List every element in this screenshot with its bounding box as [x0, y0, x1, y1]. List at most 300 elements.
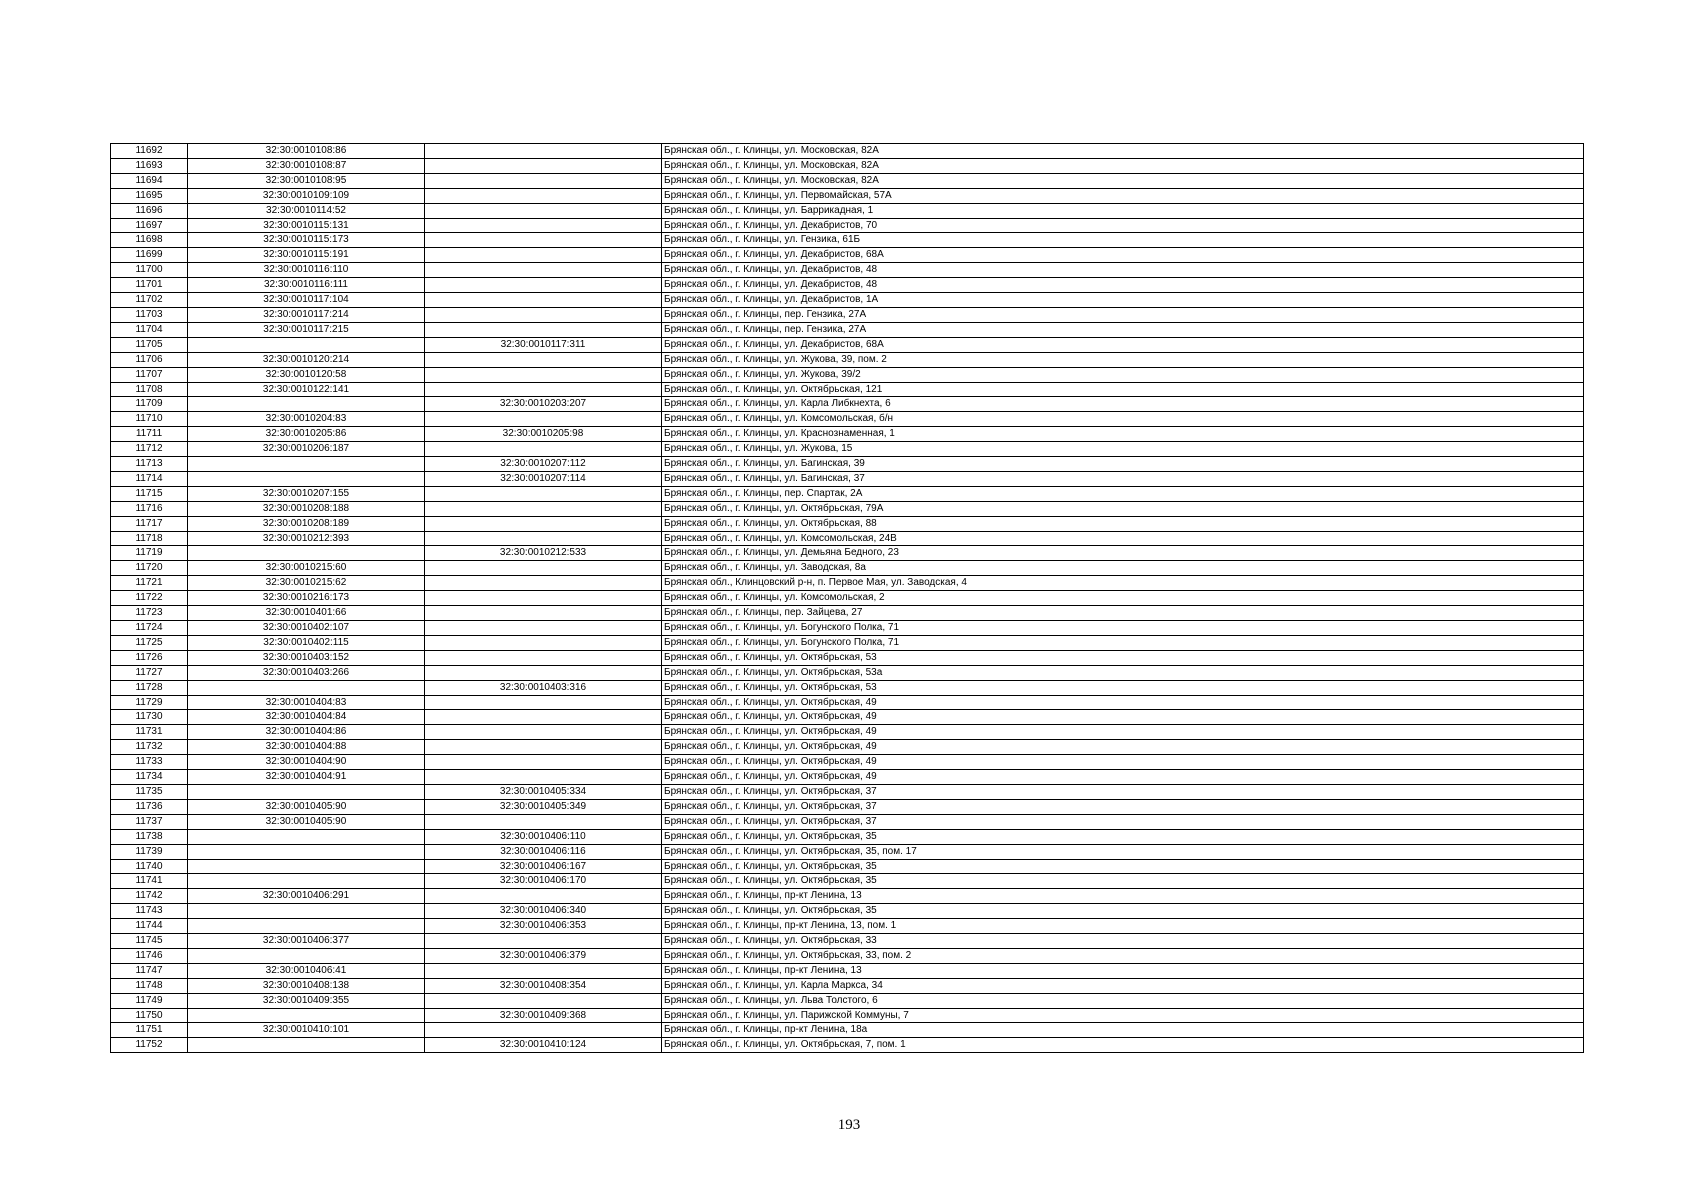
cadastral-number-cell	[188, 471, 425, 486]
related-cadastral-number-cell	[425, 934, 662, 949]
address-cell: Брянская обл., г. Клинцы, ул. Октябрьская, 33, пом. 2	[662, 948, 1584, 963]
row-number-cell: 11751	[111, 1023, 188, 1038]
row-number-cell: 11700	[111, 263, 188, 278]
related-cadastral-number-cell	[425, 770, 662, 785]
cadastral-number-cell	[188, 844, 425, 859]
row-number-cell: 11737	[111, 814, 188, 829]
registry-table	[110, 143, 1584, 1053]
cadastral-number-cell	[188, 457, 425, 472]
related-cadastral-number-cell: 32:30:0010212:533	[425, 546, 662, 561]
cadastral-number-cell	[188, 1038, 425, 1053]
cadastral-number-cell: 32:30:0010117:104	[188, 293, 425, 308]
table-row	[111, 516, 1584, 531]
related-cadastral-number-cell	[425, 486, 662, 501]
row-number-cell: 11747	[111, 963, 188, 978]
row-number-cell: 11702	[111, 293, 188, 308]
related-cadastral-number-cell	[425, 307, 662, 322]
related-cadastral-number-cell	[425, 650, 662, 665]
cadastral-number-cell	[188, 859, 425, 874]
address-cell: Брянская обл., г. Клинцы, ул. Заводская, 8а	[662, 561, 1584, 576]
row-number-cell: 11726	[111, 650, 188, 665]
related-cadastral-number-cell: 32:30:0010207:112	[425, 457, 662, 472]
address-cell: Брянская обл., г. Клинцы, ул. Октябрьская, 49	[662, 740, 1584, 755]
related-cadastral-number-cell: 32:30:0010205:98	[425, 427, 662, 442]
address-cell: Брянская обл., г. Клинцы, пр-кт Ленина, 18а	[662, 1023, 1584, 1038]
table-row	[111, 203, 1584, 218]
cadastral-number-cell: 32:30:0010208:188	[188, 501, 425, 516]
related-cadastral-number-cell	[425, 695, 662, 710]
table-row	[111, 889, 1584, 904]
cadastral-number-cell: 32:30:0010115:191	[188, 248, 425, 263]
row-number-cell: 11703	[111, 307, 188, 322]
address-cell: Брянская обл., г. Клинцы, ул. Демьяна Бедного, 23	[662, 546, 1584, 561]
address-cell: Брянская обл., г. Клинцы, ул. Декабристов, 70	[662, 218, 1584, 233]
related-cadastral-number-cell: 32:30:0010405:349	[425, 799, 662, 814]
row-number-cell: 11693	[111, 158, 188, 173]
row-number-cell: 11722	[111, 591, 188, 606]
table-row	[111, 337, 1584, 352]
related-cadastral-number-cell	[425, 621, 662, 636]
row-number-cell: 11738	[111, 829, 188, 844]
related-cadastral-number-cell	[425, 158, 662, 173]
table-row	[111, 978, 1584, 993]
cadastral-number-cell: 32:30:0010115:173	[188, 233, 425, 248]
table-row	[111, 278, 1584, 293]
related-cadastral-number-cell	[425, 248, 662, 263]
address-cell: Брянская обл., г. Клинцы, ул. Краснознаменная, 1	[662, 427, 1584, 442]
table-row	[111, 501, 1584, 516]
table-row	[111, 710, 1584, 725]
address-cell: Брянская обл., г. Клинцы, ул. Октябрьская, 37	[662, 799, 1584, 814]
table-row	[111, 442, 1584, 457]
table-row	[111, 322, 1584, 337]
table-row	[111, 635, 1584, 650]
table-row	[111, 799, 1584, 814]
address-cell: Брянская обл., г. Клинцы, ул. Октябрьская, 49	[662, 695, 1584, 710]
related-cadastral-number-cell	[425, 561, 662, 576]
table-row	[111, 188, 1584, 203]
row-number-cell: 11724	[111, 621, 188, 636]
table-row	[111, 1038, 1584, 1053]
table-row	[111, 859, 1584, 874]
table-row	[111, 755, 1584, 770]
address-cell: Брянская обл., г. Клинцы, пер. Гензика, 27А	[662, 307, 1584, 322]
table-row	[111, 367, 1584, 382]
address-cell: Брянская обл., г. Клинцы, ул. Московская, 82А	[662, 173, 1584, 188]
row-number-cell: 11701	[111, 278, 188, 293]
table-row	[111, 218, 1584, 233]
related-cadastral-number-cell	[425, 352, 662, 367]
row-number-cell: 11719	[111, 546, 188, 561]
cadastral-number-cell: 32:30:0010215:62	[188, 576, 425, 591]
address-cell: Брянская обл., г. Клинцы, ул. Жукова, 15	[662, 442, 1584, 457]
address-cell: Брянская обл., г. Клинцы, ул. Декабристов, 48	[662, 263, 1584, 278]
row-number-cell: 11750	[111, 1008, 188, 1023]
row-number-cell: 11721	[111, 576, 188, 591]
related-cadastral-number-cell	[425, 278, 662, 293]
cadastral-number-cell	[188, 397, 425, 412]
row-number-cell: 11718	[111, 531, 188, 546]
related-cadastral-number-cell	[425, 382, 662, 397]
address-cell: Брянская обл., г. Клинцы, ул. Комсомольская, 24В	[662, 531, 1584, 546]
row-number-cell: 11712	[111, 442, 188, 457]
table-row	[111, 829, 1584, 844]
row-number-cell: 11733	[111, 755, 188, 770]
row-number-cell: 11695	[111, 188, 188, 203]
table-row	[111, 307, 1584, 322]
cadastral-number-cell: 32:30:0010404:86	[188, 725, 425, 740]
row-number-cell: 11749	[111, 993, 188, 1008]
table-row	[111, 919, 1584, 934]
related-cadastral-number-cell: 32:30:0010409:368	[425, 1008, 662, 1023]
cadastral-number-cell: 32:30:0010115:131	[188, 218, 425, 233]
cadastral-number-cell: 32:30:0010402:115	[188, 635, 425, 650]
related-cadastral-number-cell	[425, 218, 662, 233]
cadastral-number-cell: 32:30:0010117:215	[188, 322, 425, 337]
cadastral-number-cell: 32:30:0010402:107	[188, 621, 425, 636]
related-cadastral-number-cell	[425, 710, 662, 725]
table-row	[111, 248, 1584, 263]
row-number-cell: 11740	[111, 859, 188, 874]
table-row	[111, 397, 1584, 412]
cadastral-number-cell: 32:30:0010408:138	[188, 978, 425, 993]
row-number-cell: 11717	[111, 516, 188, 531]
table-row	[111, 233, 1584, 248]
cadastral-number-cell: 32:30:0010405:90	[188, 799, 425, 814]
address-cell: Брянская обл., г. Клинцы, пер. Гензика, 27А	[662, 322, 1584, 337]
row-number-cell: 11748	[111, 978, 188, 993]
address-cell: Брянская обл., г. Клинцы, ул. Баррикадная, 1	[662, 203, 1584, 218]
cadastral-number-cell: 32:30:0010207:155	[188, 486, 425, 501]
address-cell: Брянская обл., г. Клинцы, ул. Льва Толстого, 6	[662, 993, 1584, 1008]
related-cadastral-number-cell: 32:30:0010203:207	[425, 397, 662, 412]
row-number-cell: 11739	[111, 844, 188, 859]
address-cell: Брянская обл., г. Клинцы, ул. Октябрьская, 7, пом. 1	[662, 1038, 1584, 1053]
related-cadastral-number-cell	[425, 963, 662, 978]
related-cadastral-number-cell	[425, 144, 662, 159]
table-row	[111, 352, 1584, 367]
cadastral-number-cell: 32:30:0010108:87	[188, 158, 425, 173]
table-row	[111, 412, 1584, 427]
related-cadastral-number-cell	[425, 173, 662, 188]
cadastral-number-cell: 32:30:0010406:291	[188, 889, 425, 904]
row-number-cell: 11716	[111, 501, 188, 516]
table-row	[111, 993, 1584, 1008]
cadastral-number-cell: 32:30:0010403:266	[188, 665, 425, 680]
table-row	[111, 725, 1584, 740]
address-cell: Брянская обл., г. Клинцы, пр-кт Ленина, 13	[662, 889, 1584, 904]
row-number-cell: 11723	[111, 606, 188, 621]
table-row	[111, 561, 1584, 576]
cadastral-number-cell: 32:30:0010404:84	[188, 710, 425, 725]
cadastral-number-cell: 32:30:0010216:173	[188, 591, 425, 606]
address-cell: Брянская обл., г. Клинцы, ул. Гензика, 61Б	[662, 233, 1584, 248]
address-cell: Брянская обл., г. Клинцы, ул. Парижской Коммуны, 7	[662, 1008, 1584, 1023]
cadastral-number-cell: 32:30:0010406:377	[188, 934, 425, 949]
address-cell: Брянская обл., г. Клинцы, ул. Октябрьская, 35	[662, 874, 1584, 889]
table-row	[111, 695, 1584, 710]
address-cell: Брянская обл., г. Клинцы, ул. Комсомольская, 2	[662, 591, 1584, 606]
cadastral-number-cell: 32:30:0010109:109	[188, 188, 425, 203]
address-cell: Брянская обл., г. Клинцы, ул. Багинская, 39	[662, 457, 1584, 472]
related-cadastral-number-cell	[425, 233, 662, 248]
related-cadastral-number-cell: 32:30:0010406:353	[425, 919, 662, 934]
row-number-cell: 11720	[111, 561, 188, 576]
related-cadastral-number-cell	[425, 606, 662, 621]
row-number-cell: 11741	[111, 874, 188, 889]
table-row	[111, 844, 1584, 859]
address-cell: Брянская обл., г. Клинцы, ул. Октябрьская, 35, пом. 17	[662, 844, 1584, 859]
related-cadastral-number-cell: 32:30:0010406:170	[425, 874, 662, 889]
cadastral-number-cell: 32:30:0010120:214	[188, 352, 425, 367]
address-cell: Брянская обл., г. Клинцы, ул. Октябрьская, 49	[662, 710, 1584, 725]
table-row	[111, 770, 1584, 785]
cadastral-number-cell: 32:30:0010108:86	[188, 144, 425, 159]
address-cell: Брянская обл., г. Клинцы, ул. Октябрьская, 35	[662, 859, 1584, 874]
related-cadastral-number-cell	[425, 501, 662, 516]
address-cell: Брянская обл., г. Клинцы, ул. Богунского Полка, 71	[662, 621, 1584, 636]
related-cadastral-number-cell	[425, 263, 662, 278]
address-cell: Брянская обл., г. Клинцы, ул. Октябрьская, 37	[662, 784, 1584, 799]
address-cell: Брянская обл., г. Клинцы, ул. Октябрьская, 79А	[662, 501, 1584, 516]
row-number-cell: 11708	[111, 382, 188, 397]
cadastral-number-cell: 32:30:0010409:355	[188, 993, 425, 1008]
table-row	[111, 576, 1584, 591]
cadastral-number-cell: 32:30:0010406:41	[188, 963, 425, 978]
address-cell: Брянская обл., г. Клинцы, пер. Спартак, 2А	[662, 486, 1584, 501]
row-number-cell: 11706	[111, 352, 188, 367]
registry-table-body	[111, 144, 1584, 1053]
table-row	[111, 1008, 1584, 1023]
cadastral-number-cell	[188, 784, 425, 799]
row-number-cell: 11736	[111, 799, 188, 814]
cadastral-number-cell: 32:30:0010114:52	[188, 203, 425, 218]
address-cell: Брянская обл., г. Клинцы, ул. Октябрьская, 49	[662, 755, 1584, 770]
related-cadastral-number-cell: 32:30:0010405:334	[425, 784, 662, 799]
row-number-cell: 11730	[111, 710, 188, 725]
table-row	[111, 293, 1584, 308]
related-cadastral-number-cell	[425, 203, 662, 218]
address-cell: Брянская обл., г. Клинцы, ул. Комсомольская, б/н	[662, 412, 1584, 427]
cadastral-number-cell	[188, 919, 425, 934]
row-number-cell: 11743	[111, 904, 188, 919]
table-row	[111, 948, 1584, 963]
address-cell: Брянская обл., г. Клинцы, ул. Декабристов, 68А	[662, 337, 1584, 352]
address-cell: Брянская обл., г. Клинцы, ул. Карла Маркса, 34	[662, 978, 1584, 993]
row-number-cell: 11715	[111, 486, 188, 501]
cadastral-number-cell	[188, 680, 425, 695]
cadastral-number-cell: 32:30:0010116:111	[188, 278, 425, 293]
cadastral-number-cell: 32:30:0010404:83	[188, 695, 425, 710]
table-row	[111, 665, 1584, 680]
row-number-cell: 11694	[111, 173, 188, 188]
table-row	[111, 427, 1584, 442]
address-cell: Брянская обл., г. Клинцы, ул. Октябрьская, 49	[662, 725, 1584, 740]
row-number-cell: 11705	[111, 337, 188, 352]
row-number-cell: 11745	[111, 934, 188, 949]
table-row	[111, 606, 1584, 621]
cadastral-number-cell: 32:30:0010404:88	[188, 740, 425, 755]
cadastral-number-cell: 32:30:0010401:66	[188, 606, 425, 621]
address-cell: Брянская обл., г. Клинцы, ул. Октябрьская, 88	[662, 516, 1584, 531]
table-row	[111, 934, 1584, 949]
cadastral-number-cell: 32:30:0010108:95	[188, 173, 425, 188]
row-number-cell: 11752	[111, 1038, 188, 1053]
row-number-cell: 11699	[111, 248, 188, 263]
related-cadastral-number-cell: 32:30:0010403:316	[425, 680, 662, 695]
related-cadastral-number-cell: 32:30:0010406:167	[425, 859, 662, 874]
address-cell: Брянская обл., г. Клинцы, ул. Октябрьская, 53	[662, 680, 1584, 695]
cadastral-number-cell: 32:30:0010206:187	[188, 442, 425, 457]
cadastral-number-cell	[188, 948, 425, 963]
row-number-cell: 11707	[111, 367, 188, 382]
related-cadastral-number-cell: 32:30:0010406:340	[425, 904, 662, 919]
row-number-cell: 11709	[111, 397, 188, 412]
related-cadastral-number-cell: 32:30:0010410:124	[425, 1038, 662, 1053]
related-cadastral-number-cell	[425, 814, 662, 829]
related-cadastral-number-cell	[425, 322, 662, 337]
row-number-cell: 11714	[111, 471, 188, 486]
cadastral-number-cell: 32:30:0010404:91	[188, 770, 425, 785]
table-row	[111, 591, 1584, 606]
row-number-cell: 11728	[111, 680, 188, 695]
row-number-cell: 11704	[111, 322, 188, 337]
related-cadastral-number-cell	[425, 665, 662, 680]
related-cadastral-number-cell	[425, 188, 662, 203]
table-row	[111, 546, 1584, 561]
cadastral-number-cell: 32:30:0010204:83	[188, 412, 425, 427]
address-cell: Брянская обл., г. Клинцы, пер. Зайцева, 27	[662, 606, 1584, 621]
related-cadastral-number-cell: 32:30:0010406:116	[425, 844, 662, 859]
row-number-cell: 11727	[111, 665, 188, 680]
table-row	[111, 457, 1584, 472]
table-row	[111, 680, 1584, 695]
row-number-cell: 11729	[111, 695, 188, 710]
related-cadastral-number-cell: 32:30:0010117:311	[425, 337, 662, 352]
cadastral-number-cell	[188, 337, 425, 352]
table-row	[111, 874, 1584, 889]
address-cell: Брянская обл., г. Клинцы, ул. Декабристов, 1А	[662, 293, 1584, 308]
table-row	[111, 963, 1584, 978]
related-cadastral-number-cell	[425, 635, 662, 650]
cadastral-number-cell	[188, 874, 425, 889]
table-row	[111, 486, 1584, 501]
row-number-cell: 11710	[111, 412, 188, 427]
related-cadastral-number-cell: 32:30:0010406:379	[425, 948, 662, 963]
table-row	[111, 784, 1584, 799]
cadastral-number-cell: 32:30:0010117:214	[188, 307, 425, 322]
address-cell: Брянская обл., г. Клинцы, ул. Жукова, 39, пом. 2	[662, 352, 1584, 367]
row-number-cell: 11731	[111, 725, 188, 740]
address-cell: Брянская обл., г. Клинцы, ул. Октябрьская, 35	[662, 829, 1584, 844]
table-row	[111, 1023, 1584, 1038]
related-cadastral-number-cell: 32:30:0010408:354	[425, 978, 662, 993]
cadastral-number-cell: 32:30:0010410:101	[188, 1023, 425, 1038]
row-number-cell: 11711	[111, 427, 188, 442]
table-row	[111, 531, 1584, 546]
address-cell: Брянская обл., г. Клинцы, ул. Октябрьская, 121	[662, 382, 1584, 397]
address-cell: Брянская обл., г. Клинцы, ул. Богунского Полка, 71	[662, 635, 1584, 650]
related-cadastral-number-cell	[425, 412, 662, 427]
address-cell: Брянская обл., г. Клинцы, ул. Октябрьская, 53а	[662, 665, 1584, 680]
cadastral-number-cell	[188, 1008, 425, 1023]
row-number-cell: 11697	[111, 218, 188, 233]
address-cell: Брянская обл., г. Клинцы, ул. Октябрьская, 33	[662, 934, 1584, 949]
related-cadastral-number-cell	[425, 516, 662, 531]
related-cadastral-number-cell	[425, 442, 662, 457]
cadastral-number-cell: 32:30:0010120:58	[188, 367, 425, 382]
table-row	[111, 621, 1584, 636]
row-number-cell: 11746	[111, 948, 188, 963]
related-cadastral-number-cell	[425, 576, 662, 591]
row-number-cell: 11744	[111, 919, 188, 934]
table-row	[111, 382, 1584, 397]
table-row	[111, 173, 1584, 188]
address-cell: Брянская обл., г. Клинцы, ул. Октябрьская, 35	[662, 904, 1584, 919]
table-row	[111, 740, 1584, 755]
row-number-cell: 11734	[111, 770, 188, 785]
row-number-cell: 11735	[111, 784, 188, 799]
row-number-cell: 11732	[111, 740, 188, 755]
cadastral-number-cell: 32:30:0010208:189	[188, 516, 425, 531]
table-row	[111, 263, 1584, 278]
table-row	[111, 650, 1584, 665]
related-cadastral-number-cell	[425, 725, 662, 740]
address-cell: Брянская обл., г. Клинцы, пр-кт Ленина, 13	[662, 963, 1584, 978]
table-row	[111, 471, 1584, 486]
cadastral-number-cell	[188, 829, 425, 844]
row-number-cell: 11696	[111, 203, 188, 218]
cadastral-number-cell: 32:30:0010215:60	[188, 561, 425, 576]
related-cadastral-number-cell	[425, 367, 662, 382]
cadastral-number-cell: 32:30:0010405:90	[188, 814, 425, 829]
related-cadastral-number-cell: 32:30:0010406:110	[425, 829, 662, 844]
related-cadastral-number-cell	[425, 740, 662, 755]
address-cell: Брянская обл., г. Клинцы, ул. Первомайская, 57А	[662, 188, 1584, 203]
row-number-cell: 11713	[111, 457, 188, 472]
page-number: 193	[837, 1117, 861, 1133]
address-cell: Брянская обл., г. Клинцы, ул. Декабристов, 48	[662, 278, 1584, 293]
address-cell: Брянская обл., г. Клинцы, ул. Московская, 82А	[662, 144, 1584, 159]
related-cadastral-number-cell	[425, 1023, 662, 1038]
table-row	[111, 904, 1584, 919]
related-cadastral-number-cell	[425, 531, 662, 546]
table-row	[111, 158, 1584, 173]
address-cell: Брянская обл., г. Клинцы, ул. Октябрьская, 49	[662, 770, 1584, 785]
cadastral-number-cell: 32:30:0010212:393	[188, 531, 425, 546]
related-cadastral-number-cell	[425, 993, 662, 1008]
table-row	[111, 144, 1584, 159]
address-cell: Брянская обл., г. Клинцы, ул. Октябрьская, 37	[662, 814, 1584, 829]
address-cell: Брянская обл., г. Клинцы, ул. Московская, 82А	[662, 158, 1584, 173]
address-cell: Брянская обл., г. Клинцы, ул. Жукова, 39/2	[662, 367, 1584, 382]
table-row	[111, 814, 1584, 829]
address-cell: Брянская обл., Клинцовский р-н, п. Первое Мая, ул. Заводская, 4	[662, 576, 1584, 591]
cadastral-number-cell	[188, 546, 425, 561]
cadastral-number-cell: 32:30:0010122:141	[188, 382, 425, 397]
row-number-cell: 11742	[111, 889, 188, 904]
related-cadastral-number-cell	[425, 293, 662, 308]
row-number-cell: 11725	[111, 635, 188, 650]
related-cadastral-number-cell: 32:30:0010207:114	[425, 471, 662, 486]
address-cell: Брянская обл., г. Клинцы, ул. Карла Либкнехта, 6	[662, 397, 1584, 412]
cadastral-number-cell: 32:30:0010403:152	[188, 650, 425, 665]
row-number-cell: 11692	[111, 144, 188, 159]
cadastral-number-cell: 32:30:0010205:86	[188, 427, 425, 442]
related-cadastral-number-cell	[425, 591, 662, 606]
address-cell: Брянская обл., г. Клинцы, пр-кт Ленина, 13, пом. 1	[662, 919, 1584, 934]
cadastral-number-cell	[188, 904, 425, 919]
